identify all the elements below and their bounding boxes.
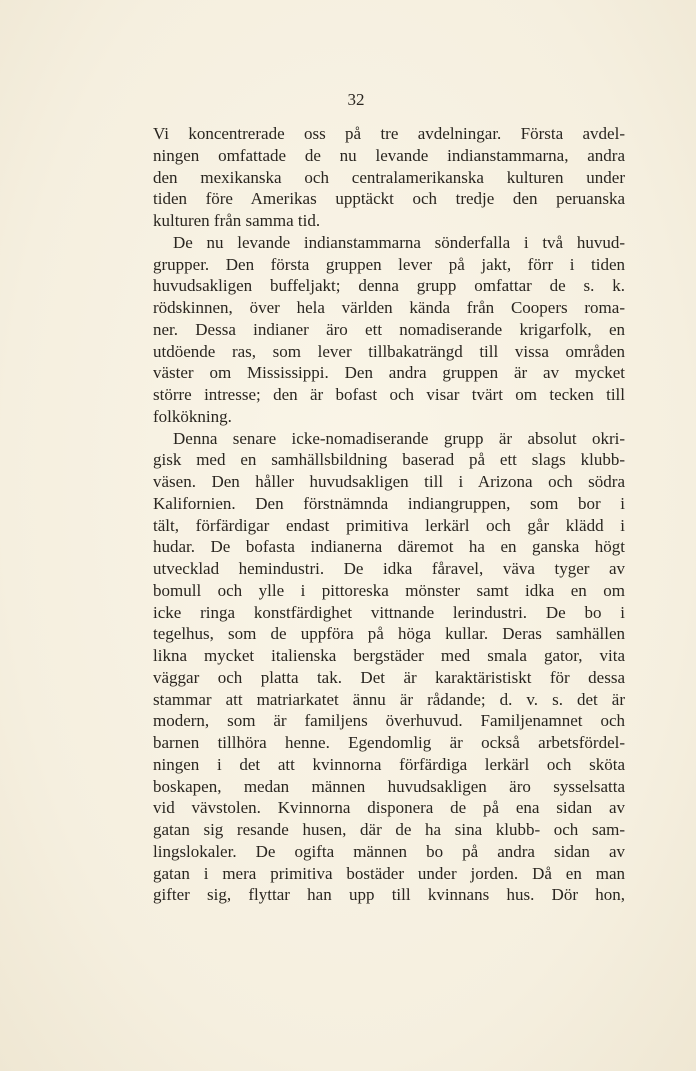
- page-number: 32: [347, 90, 365, 109]
- text-line: väster om Mississippi. Den andra gruppen är av mycket: [153, 363, 625, 383]
- text-line: ningen i det att kvinnorna förfärdiga lerkärl och sköta: [153, 754, 625, 774]
- text-line: väggar och platta tak. Det är karaktäristiskt för dessa: [153, 667, 625, 687]
- body-text: [153, 123, 625, 906]
- text-line: ner. Dessa indianer äro ett nomadiserande krigarfolk, en: [153, 319, 625, 339]
- text-line: Vi koncentrerade oss på tre avdelningar. Första avdel-: [153, 124, 625, 143]
- text-line: stammar att matriarkatet ännu är rådande; d. v. s. det är: [153, 689, 625, 709]
- text-line: väsen. Den håller huvudsakligen till i Arizona och södra: [153, 472, 625, 491]
- paragraph: [153, 232, 625, 428]
- text-line: modern, som är familjens överhuvud. Familjenamnet och: [153, 711, 625, 731]
- text-line: ningen omfattade de nu levande indianstammarna, andra: [153, 145, 625, 165]
- text-line: den mexikanska och centralamerikanska kulturen under: [153, 167, 625, 187]
- text-line: bomull och ylle i pittoreska mönster samt idka en om: [153, 580, 625, 600]
- text-line: grupper. Den första gruppen lever på jakt, förr i tiden: [153, 254, 625, 274]
- text-line: gifter sig, flyttar han upp till kvinnans hus. Dör hon,: [153, 885, 625, 905]
- text-line: De nu levande indianstammarna sönderfalla i två huvud-: [173, 232, 625, 252]
- text-line: icke ringa konstfärdighet vittnande lerindustri. De bo i: [153, 602, 625, 622]
- paragraph: [153, 428, 625, 907]
- text-line: Kalifornien. Den förstnämnda indiangruppen, som bor i: [153, 493, 625, 513]
- text-line: boskapen, medan männen huvudsakligen äro sysselsatta: [153, 776, 625, 796]
- text-line: gatan i mera primitiva bostäder under jorden. Då en man: [153, 863, 625, 883]
- text-line: tält, förfärdigar endast primitiva lerkärl och går klädd i: [153, 515, 625, 535]
- text-line: huvudsakligen buffeljakt; denna grupp omfattar de s. k.: [153, 276, 625, 296]
- text-line: vid vävstolen. Kvinnorna disponera de på ena sidan av: [153, 798, 625, 818]
- text-line: tiden före Amerikas upptäckt och tredje den peruanska: [153, 189, 625, 209]
- text-line: utvecklad hemindustri. De idka fåravel, väva tyger av: [153, 559, 625, 578]
- text-line: tegelhus, som de uppföra på höga kullar. Deras samhällen: [153, 624, 625, 644]
- text-line: Denna senare icke-nomadiserande grupp är absolut okri-: [173, 428, 625, 448]
- text-line: lingslokaler. De ogifta männen bo på andra sidan av: [153, 841, 625, 861]
- text-line: rödskinnen, över hela världen kända från Coopers roma-: [153, 298, 625, 317]
- text-line: folkökning.: [153, 406, 232, 426]
- text-line: barnen tillhöra henne. Egendomlig är också arbetsfördel-: [153, 733, 625, 752]
- text-line: gisk med en samhällsbildning baserad på ett slags klubb-: [153, 450, 625, 470]
- text-line: utdöende ras, som lever tillbakaträngd till vissa områden: [153, 341, 625, 361]
- text-line: hudar. De bofasta indianerna däremot ha en ganska högt: [153, 537, 625, 557]
- paragraph: [153, 123, 625, 232]
- text-line: likna mycket italienska bergstäder med smala gator, vita: [153, 646, 625, 665]
- text-line: gatan sig resande husen, där de ha sina klubb- och sam-: [153, 820, 625, 839]
- text-line: större intresse; den är bofast och visar tvärt om tecken till: [153, 385, 625, 404]
- text-line: kulturen från samma tid.: [153, 211, 321, 230]
